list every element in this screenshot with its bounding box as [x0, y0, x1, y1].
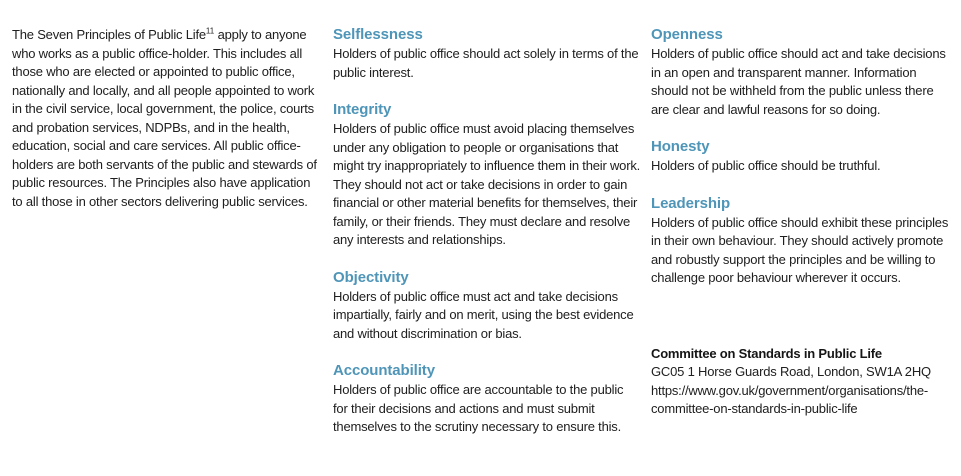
principle-body: Holders of public office should exhibit these principles in their own behaviour. They should actively promote and robustly support the principles and be willing to challenge poor behaviour wherever it occurs.: [651, 214, 949, 285]
intro-text-continuation: apply to anyone who works as a public office-holder. This includes all those who are elected or appointed to public office, nationally and locally, and all people appointed to work in the civil service, local government, the police, courts and probation services, NDPBs, and in the health, education, social and care services. All public office-holders are both servants of the public and stewards of public resources. The Principles also have application to all those in other sectors delivering public services.: [12, 27, 317, 209]
principle-body: Holders of public office should act and take decisions in an open and transparent manner. Information should not be withheld from the public unless there are clear and lawful reasons for so doing.: [651, 46, 946, 117]
principle-section-objectivity: [333, 269, 641, 344]
principle-title: Objectivity: [333, 268, 409, 286]
committee-url-line-1: https://www.gov.uk/government/organisations/the-: [651, 382, 929, 398]
committee-address: GC05 1 Horse Guards Road, London, SW1A 2HQ: [651, 364, 931, 379]
principle-body: Holders of public office should be truthful.: [651, 158, 881, 173]
principle-body: Holders of public office are accountable to the public for their decisions and actions and must submit themselves to the scrutiny necessary to ensure this.: [333, 382, 624, 434]
intro-paragraph: [12, 26, 324, 211]
footnote-marker: 11: [205, 26, 215, 36]
principles-column-2: [651, 26, 955, 419]
principle-section-leadership: [651, 195, 955, 288]
principle-section-integrity: [333, 101, 641, 250]
principle-title: Integrity: [333, 101, 392, 118]
principle-title: Leadership: [651, 194, 731, 212]
committee-contact-block: [651, 345, 955, 419]
principle-section-accountability: [333, 362, 641, 437]
committee-url-line-2: committee-on-standards-in-public-life: [651, 401, 858, 416]
intro-column: [12, 26, 324, 211]
committee-name: Committee on Standards in Public Life: [651, 345, 882, 361]
principle-title: Honesty: [651, 138, 710, 155]
principle-body: Holders of public office must act and take decisions impartially, fairly and on merit, using the best evidence and without discrimination or bias.: [333, 288, 634, 341]
principle-section-honesty: [651, 138, 955, 176]
principles-column-1: [333, 26, 641, 437]
principle-title: Selflessness: [333, 26, 423, 43]
principle-body: Holders of public office must avoid placing themselves under any obligation to people or organisations that might try inappropriately to influence them in their work. They should not act or take decisions in order to gain financial or other material benefits for themselves, their family, or their friends. They must declare and resolve any interests and relationships.: [333, 121, 641, 247]
intro-text-start: The Seven Principles of Public Life: [12, 27, 206, 42]
principle-title: Accountability: [333, 362, 435, 379]
principle-section-openness: [651, 26, 955, 119]
principle-section-selflessness: [333, 26, 641, 82]
principle-body: Holders of public office should act solely in terms of the public interest.: [333, 46, 639, 80]
principle-title: Openness: [651, 26, 723, 43]
